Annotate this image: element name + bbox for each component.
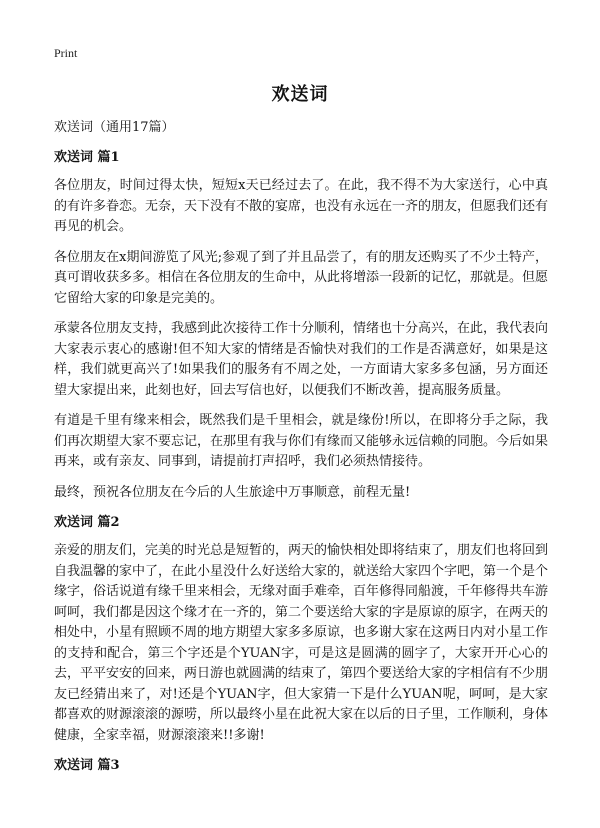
page-title: 欢送词: [271, 84, 329, 105]
section-2: [54, 513, 548, 746]
section-heading: 欢送词 篇2: [54, 515, 120, 530]
paragraph: 最终，预祝各位朋友在今后的人生旅途中万事顺意，前程无量!: [54, 484, 411, 500]
document-subtitle: 欢送词（通用17篇）: [54, 120, 175, 135]
document-body: [54, 118, 548, 784]
section-heading: 欢送词 篇3: [54, 758, 120, 773]
paragraph: 亲爱的朋友们，完美的时光总是短暂的，两天的愉快相处即将结束了，朋友们也将回到自我温馨的家中了，在此小星没什么好送给大家的，就送给大家四个字吧，第一个是个缘字，俗话说道有缘千里来相会，无缘对面手难牵，百年修得同船渡，千年修得共车游呵呵，我们都是因这个缘才在一齐的，第二个要送给大家的字是原谅的原字，在两天的相处中，小星有照顾不周的地方期望大家多多原谅，也多谢大家在这两日内对小星工作的支持和配合，第三个字还是个YUAN字，可是这是圆满的圆字了，大家开开心心的去，平平安安的回来，两日游也就圆满的结束了，第四个要送给大家的字相信有不少朋友已经猜出来了，对!还是个YUAN字，但大家猜一下是什么YUAN呢，呵呵，是大家都喜欢的财源滚滚的源唠，所以最终小星在此祝大家在以后的日子里，工作顺利，身体健康，全家幸福，财源滚滚来!!多谢!: [54, 543, 549, 743]
section-1: [54, 148, 548, 503]
paragraph: 有道是千里有缘来相会，既然我们是千里相会，就是缘份!所以，在即将分手之际，我们再次期望大家不要忘记，在那里有我与你们有缘而又能够永远信赖的同胞。今后如果再来，或有亲友、同事到，请提前打声招呼，我们必须热情接待。: [54, 413, 549, 469]
paragraph: 各位朋友，时间过得太快，短短x天已经过去了。在此，我不得不为大家送行，心中真的有许多眷恋。无奈，天下没有不散的宴席，也没有永远在一齐的朋友，但愿我们还有再见的机会。: [54, 178, 549, 234]
paragraph: 承蒙各位朋友支持，我感到此次接待工作十分顺利，情绪也十分高兴，在此，我代表向大家表示衷心的感谢!但不知大家的情绪是否愉快对我们的工作是否满意好，如果是这样，我们就更高兴了!如果我们的服务有不周之处，一方面请大家多多包涵，另方面还望大家提出来，此刻也好，回去写信也好，以便我们不断改善，提高服务质量。: [54, 321, 549, 398]
print-link[interactable]: Print: [54, 46, 78, 60]
paragraph: 各位朋友在x期间游览了风光;参观了到了并且品尝了，有的朋友还购买了不少土特产，真可谓收获多多。相信在各位朋友的生命中，从此将增添一段新的记忆，那就是。但愿它留给大家的印象是完美的。: [54, 249, 549, 306]
section-3: [54, 756, 548, 776]
section-heading: 欢送词 篇1: [54, 150, 120, 165]
